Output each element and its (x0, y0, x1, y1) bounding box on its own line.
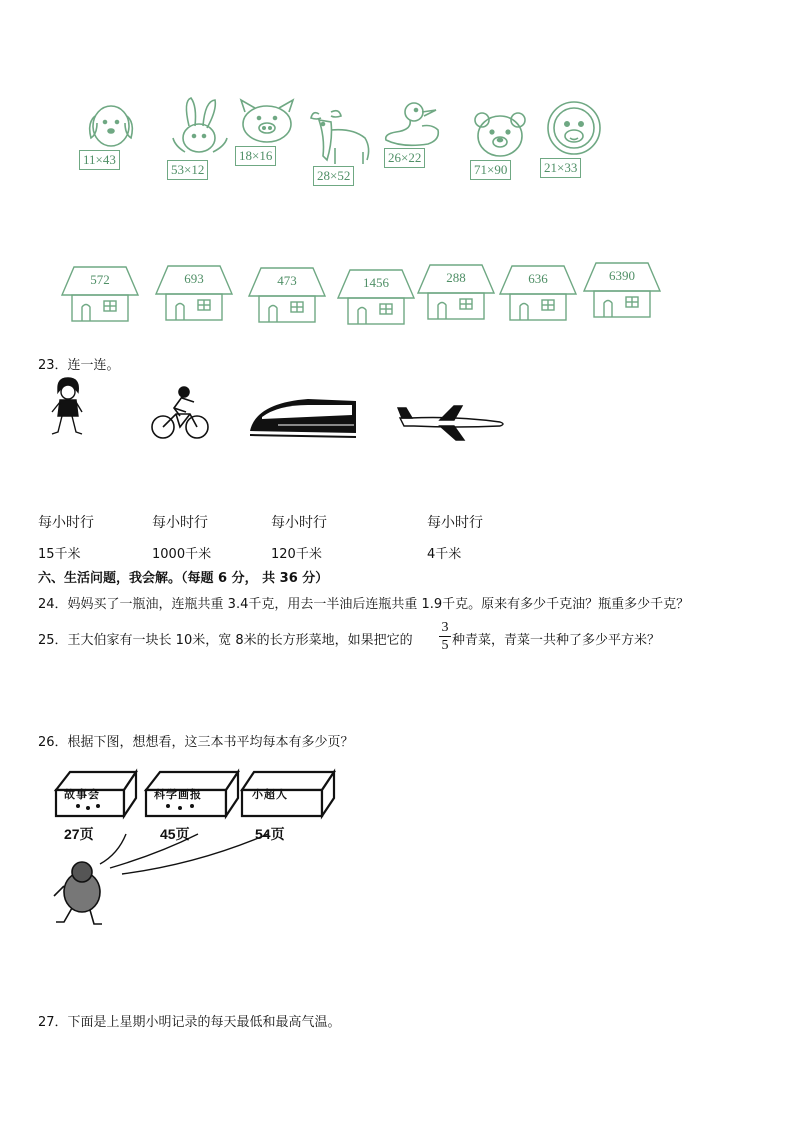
house-number: 572 (90, 272, 110, 287)
house-number: 288 (446, 270, 466, 285)
pig-sign: 18×16 (235, 146, 276, 166)
dog-sign: 11×43 (79, 150, 120, 170)
book-pages: 27页 (64, 826, 94, 842)
goat-icon (305, 108, 385, 166)
pig-card (233, 98, 303, 173)
q25-text-before: 25．王大伯家有一块长 10米，宽 8米的长方形菜地，如果把它的 (38, 633, 413, 648)
speed-label: 每小时行 (38, 515, 94, 531)
rabbit-card (165, 96, 235, 186)
monkey-icon (538, 98, 613, 158)
speed-value: 1000千米 (152, 547, 212, 562)
rabbit-sign: 53×12 (167, 160, 208, 180)
monkey-card (538, 98, 613, 188)
q23-title: 23．连一连。 (38, 358, 120, 373)
house-number: 1456 (363, 275, 389, 290)
book-pages: 54页 (255, 826, 285, 842)
q24-text: 24．妈妈买了一瓶油，连瓶共重 3.4千克，用去一半油后连瓶共重 1.9千克。原来有多少千克油？瓶重多少千克？ (38, 597, 690, 612)
book-pages: 45页 (160, 826, 190, 842)
house (336, 268, 416, 328)
house-number: 6390 (609, 268, 635, 283)
house (582, 261, 662, 321)
speed-label: 每小时行 (152, 515, 208, 531)
pig-icon (233, 98, 303, 148)
house (247, 266, 327, 326)
book-title: 故事会 (64, 788, 100, 801)
fraction-numerator: 3 (441, 620, 449, 635)
house (498, 264, 578, 324)
duck-sign: 26×22 (384, 148, 425, 168)
house (416, 263, 496, 323)
goat-sign: 28×52 (313, 166, 354, 186)
house-number: 636 (528, 271, 548, 286)
cyclist-icon (150, 382, 210, 442)
house (60, 265, 140, 325)
section-heading: 六、生活问题，我会解。（每题 6 分， 共 36 分） (38, 571, 329, 586)
duck-icon (382, 100, 452, 150)
bear-card (468, 110, 538, 185)
goat-card (305, 108, 385, 190)
book-title: 科学画报 (154, 788, 202, 801)
q26-text: 26．根据下图，想想看，这三本书平均每本有多少页？ (38, 735, 354, 750)
q27-text: 27．下面是上星期小明记录的每天最低和最高气温。 (38, 1015, 341, 1030)
book-title: 小超人 (252, 788, 288, 801)
monkey-sign: 21×33 (540, 158, 581, 178)
q25-text-after: 种青菜，青菜一共种了多少平方米？ (452, 633, 661, 648)
q25-fraction (439, 620, 451, 653)
house-number: 473 (277, 273, 297, 288)
bear-sign: 71×90 (470, 160, 511, 180)
dog-card (75, 98, 145, 178)
speed-value: 4千米 (427, 547, 462, 562)
house (154, 264, 234, 324)
fraction-denominator: 5 (441, 638, 449, 653)
airplane-icon (396, 402, 508, 442)
child-walking-icon (44, 376, 92, 440)
duck-card (382, 100, 452, 175)
speed-value: 15千米 (38, 547, 81, 562)
train-icon (248, 395, 358, 441)
bear-icon (468, 110, 538, 160)
dog-icon (75, 98, 145, 153)
rabbit-icon (165, 96, 235, 158)
speed-label: 每小时行 (427, 515, 483, 531)
speed-value: 120千米 (271, 547, 322, 562)
house-number: 693 (184, 271, 204, 286)
speed-label: 每小时行 (271, 515, 327, 531)
fraction-bar (439, 636, 451, 637)
